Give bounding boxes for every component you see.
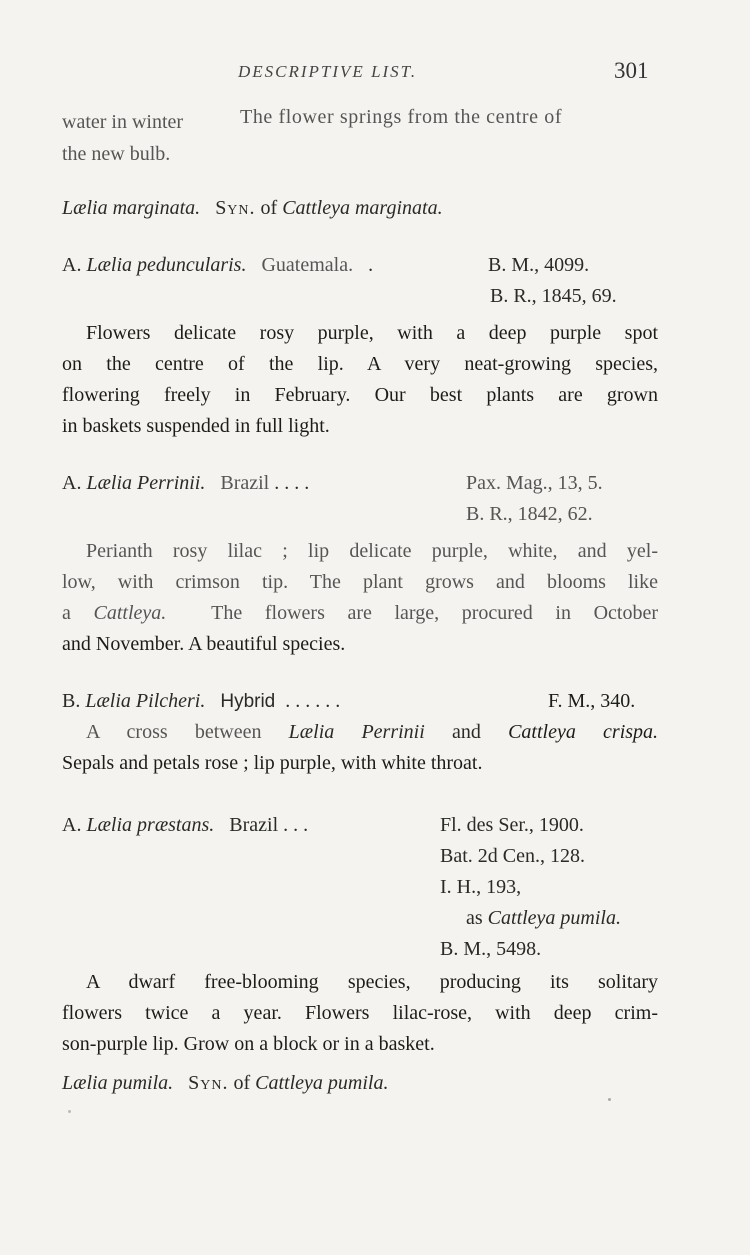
synonym-target: Cattleya marginata.: [282, 197, 443, 219]
reference-2: B. R., 1842, 62.: [466, 503, 593, 525]
desc-line: and November. A beautiful species.: [62, 633, 346, 655]
entry-praestans-heading: [62, 810, 308, 841]
leader-dots: . . .: [283, 814, 309, 836]
reference-5: B. M., 5498.: [440, 938, 542, 960]
species-name: Lælia marginata.: [62, 197, 201, 219]
synonym-target: Cattleya pumila.: [255, 1072, 389, 1094]
desc-line: in baskets suspended in full light.: [62, 415, 330, 437]
species-name: Lælia pumila.: [62, 1072, 174, 1094]
reference-1: B. M., 4099.: [488, 254, 590, 276]
leader-dots: . . . . . .: [285, 690, 341, 712]
desc-line: flowers twice a year. Flowers lilac-rose, with deep crim-: [62, 1002, 658, 1024]
desc-line: a Cattleya. The flowers are large, procured in October: [62, 602, 658, 624]
intro-right-line: The flower springs from the centre of: [240, 106, 563, 128]
of-word: of: [233, 1072, 251, 1094]
desc-line: A dwarf free-blooming species, producing its solitary: [86, 971, 658, 993]
entry-pumila: [62, 1068, 388, 1099]
desc-line: flowering freely in February. Our best plants are grown: [62, 384, 658, 406]
entry-peduncularis-description: [62, 318, 658, 442]
syn-label: Syn.: [188, 1072, 229, 1094]
entry-peduncularis-heading: [62, 250, 373, 281]
entry-praestans-description: [62, 967, 658, 1060]
syn-label: Syn.: [215, 197, 256, 219]
desc-line: son-purple lip. Grow on a block or in a basket.: [62, 1033, 435, 1055]
species-name: Lælia Pilcheri.: [85, 690, 206, 712]
reference-1: Pax. Mag., 13, 5.: [466, 472, 603, 494]
reference-3: I. H., 193,: [440, 876, 522, 898]
of-word: of: [260, 197, 278, 219]
species-name: Lælia Perrinii.: [86, 472, 206, 494]
page-number: 301: [614, 58, 649, 83]
origin: Brazil: [220, 472, 270, 494]
origin: Hybrid: [220, 691, 276, 712]
entry-perrinii-heading: [62, 468, 309, 499]
class-prefix: A.: [62, 814, 82, 836]
class-prefix: B.: [62, 690, 81, 712]
class-prefix: A.: [62, 472, 82, 494]
desc-line: Flowers delicate rosy purple, with a deep purple spot: [86, 322, 658, 344]
entry-pilcheri-description: [62, 717, 658, 779]
entry-pilcheri-heading: [62, 686, 340, 717]
leader-dots: . . . .: [274, 472, 310, 494]
reference-2: Bat. 2d Cen., 128.: [440, 845, 585, 867]
desc-line: on the centre of the lip. A very neat-growing species,: [62, 353, 658, 375]
species-name: Lælia præstans.: [86, 814, 215, 836]
reference-1: Fl. des Ser., 1900.: [440, 814, 584, 836]
desc-line: Sepals and petals rose ; lip purple, with white throat.: [62, 752, 483, 774]
reference-1: F. M., 340.: [548, 690, 636, 712]
entry-marginata: [62, 193, 443, 224]
intro-line-2: the new bulb.: [62, 143, 171, 165]
species-name: Lælia peduncularis.: [86, 254, 247, 276]
desc-line: Perianth rosy lilac ; lip delicate purple, white, and yel-: [86, 540, 658, 562]
origin: Brazil: [229, 814, 279, 836]
paper-speck: [608, 1098, 611, 1101]
reference-2: B. R., 1845, 69.: [490, 285, 617, 307]
intro-left-line: water in winter: [62, 111, 184, 133]
running-header: DESCRIPTIVE LIST.: [238, 62, 418, 81]
class-prefix: A.: [62, 254, 82, 276]
origin: Guatemala.: [261, 254, 354, 276]
paper-speck: [68, 1110, 71, 1113]
leader-dots: .: [368, 254, 374, 276]
reference-as: as Cattleya pumila.: [466, 907, 621, 929]
entry-perrinii-description: [62, 536, 658, 660]
desc-line: A cross between Lælia Perrinii and Cattleya crispa.: [86, 721, 659, 743]
desc-line: low, with crimson tip. The plant grows and blooms like: [62, 571, 658, 593]
